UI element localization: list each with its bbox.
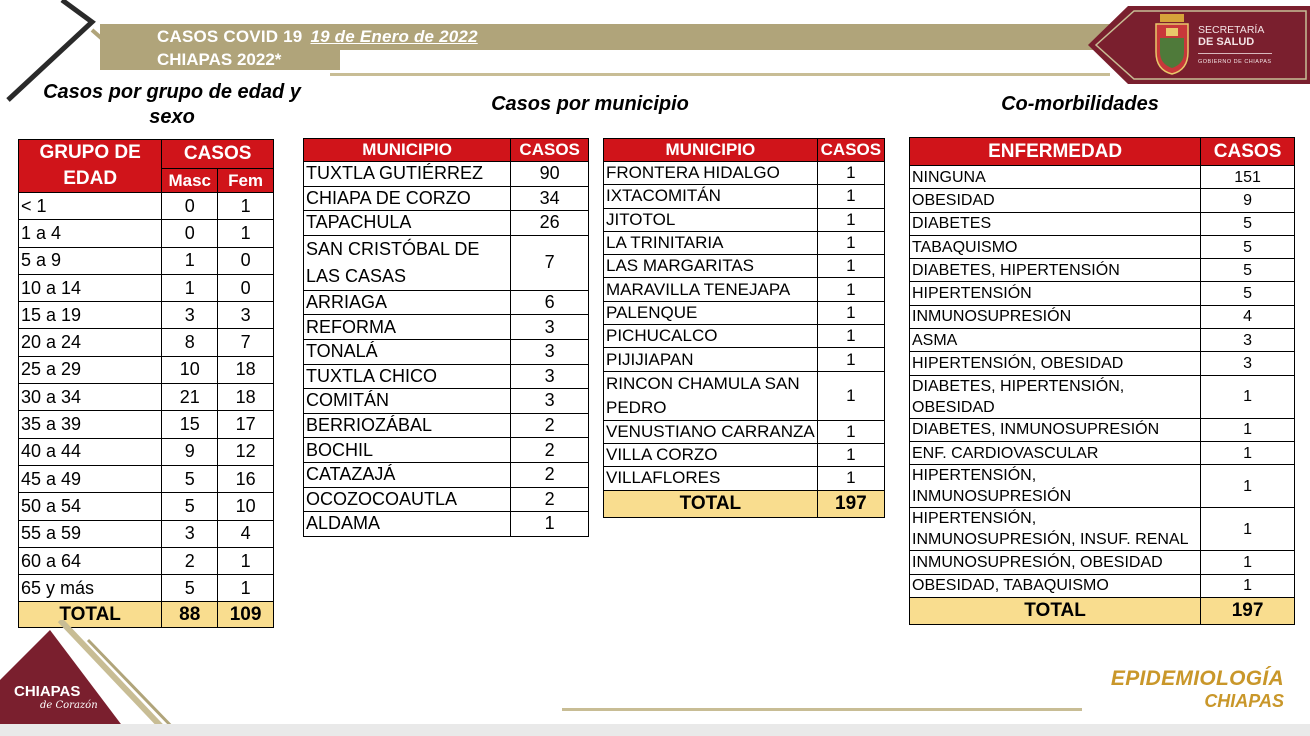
total-row [910,597,1295,624]
age-group-cell: 15 a 19 [19,302,162,329]
table-row [19,356,274,383]
col-header-municipio: MUNICIPIO [604,139,818,162]
cases-cell: 9 [1201,189,1295,212]
table-row [304,512,589,537]
masc-cell: 9 [162,438,218,465]
table-row [19,274,274,301]
cases-cell: 1 [1201,418,1295,441]
cases-cell: 4 [1201,305,1295,328]
section-title-age: Casos por grupo de edad y sexo [43,81,301,128]
table-row [304,413,589,438]
badge-line-1: SECRETARÍA [1198,24,1265,36]
cases-cell: 5 [1201,282,1295,305]
col-header-cases: CASOS [511,139,589,162]
table-row [19,493,274,520]
col-header-cases: CASOS [817,139,884,162]
table-row [910,418,1295,441]
table-row [910,235,1295,258]
col-header-fem: Fem [218,168,274,192]
name-cell: ENF. CARDIOVASCULAR [910,441,1201,464]
table-row [304,162,589,187]
masc-cell: 8 [162,329,218,356]
table-row [304,462,589,487]
masc-cell: 5 [162,493,218,520]
masc-cell: 5 [162,575,218,602]
table-row [19,438,274,465]
cases-cell: 1 [511,512,589,537]
cases-cell: 1 [817,162,884,185]
table-row [910,282,1295,305]
age-group-cell: 10 a 14 [19,274,162,301]
table-row [604,255,885,278]
name-cell: OBESIDAD [910,189,1201,212]
fem-cell: 1 [218,220,274,247]
cases-cell: 3 [511,339,589,364]
table-row [910,352,1295,375]
header-rule [330,73,1110,76]
cases-cell: 1 [817,231,884,254]
cases-cell: 1 [817,208,884,231]
name-cell: BOCHIL [304,438,511,463]
fem-cell: 18 [218,356,274,383]
epi-line-2: CHIAPAS [1204,691,1284,711]
table-row [604,325,885,348]
fem-cell: 1 [218,575,274,602]
name-cell: TAPACHULA [304,211,511,236]
cases-cell: 2 [511,462,589,487]
name-cell: TUXTLA CHICO [304,364,511,389]
table-row [19,302,274,329]
col-header-masc: Masc [162,168,218,192]
cases-cell: 3 [511,315,589,340]
fem-cell: 3 [218,302,274,329]
table-row [910,441,1295,464]
epi-line-1: EPIDEMIOLOGÍA [1110,667,1284,690]
table-row [304,339,589,364]
badge-line-3: GOBIERNO DE CHIAPAS [1198,53,1272,68]
age-group-cell: 55 a 59 [19,520,162,547]
table-row [910,465,1295,508]
cases-cell: 34 [511,186,589,211]
name-cell: TABAQUISMO [910,235,1201,258]
name-cell: DIABETES [910,212,1201,235]
age-group-cell: 25 a 29 [19,356,162,383]
cases-cell: 5 [1201,212,1295,235]
total-cases: 197 [1201,597,1295,624]
masc-cell: 1 [162,247,218,274]
name-cell: ARRIAGA [304,290,511,315]
logo-chiapas: CHIAPAS [14,683,81,700]
col-header-group: GRUPO DE EDAD [19,140,162,193]
name-cell: PALENQUE [604,301,818,324]
table-row [19,329,274,356]
table-row [604,420,885,443]
name-cell: INMUNOSUPRESIÓN [910,305,1201,328]
fem-cell: 4 [218,520,274,547]
age-group-cell: 30 a 34 [19,384,162,411]
masc-cell: 0 [162,193,218,220]
name-cell: DIABETES, HIPERTENSIÓN [910,259,1201,282]
cases-cell: 1 [1201,441,1295,464]
cases-cell: 2 [511,438,589,463]
fem-cell: 1 [218,547,274,574]
name-cell: CATAZAJÁ [304,462,511,487]
cases-cell: 3 [511,389,589,414]
table-row [19,384,274,411]
cases-cell: 2 [511,487,589,512]
table-row [304,438,589,463]
table-row [19,547,274,574]
section-title-municipio: Casos por municipio [491,93,689,115]
fem-cell: 10 [218,493,274,520]
table-row [19,247,274,274]
table-row [604,185,885,208]
name-cell: BERRIOZÁBAL [304,413,511,438]
table-row [304,389,589,414]
col-header-cases: CASOS [162,140,274,169]
total-label: TOTAL [604,490,818,517]
masc-cell: 1 [162,274,218,301]
cases-cell: 90 [511,162,589,187]
table-row [910,375,1295,418]
cases-cell: 3 [1201,352,1295,375]
comorbidities-table [909,137,1295,625]
name-cell: JITOTOL [604,208,818,231]
name-cell: TUXTLA GUTIÉRREZ [304,162,511,187]
badge-line-2: DE SALUD [1198,36,1255,48]
table-row [910,329,1295,352]
table-row [910,508,1295,551]
cases-cell: 5 [1201,235,1295,258]
name-cell: SAN CRISTÓBAL DE LAS CASAS [304,235,511,290]
table-row [604,231,885,254]
total-masc: 88 [162,602,218,628]
fem-cell: 7 [218,329,274,356]
name-cell: OCOZOCOAUTLA [304,487,511,512]
cases-cell: 1 [817,301,884,324]
table-row [604,208,885,231]
table-row [604,301,885,324]
cases-cell: 1 [1201,465,1295,508]
col-header-disease: ENFERMEDAD [910,138,1201,166]
table-row [604,371,885,420]
table-row [19,220,274,247]
age-group-cell: < 1 [19,193,162,220]
name-cell: OBESIDAD, TABAQUISMO [910,574,1201,597]
name-cell: FRONTERA HIDALGO [604,162,818,185]
footer-rule [562,708,1082,711]
name-cell: REFORMA [304,315,511,340]
table-row [19,520,274,547]
masc-cell: 3 [162,302,218,329]
name-cell: HIPERTENSIÓN, INMUNOSUPRESIÓN, INSUF. RENAL [910,508,1201,551]
name-cell: VILLA CORZO [604,443,818,466]
report-date: 19 de Enero de 2022 [310,27,478,46]
cases-cell: 1 [817,278,884,301]
section-title-comorbidities: Co-morbilidades [1001,93,1159,115]
cases-cell: 2 [511,413,589,438]
masc-cell: 2 [162,547,218,574]
name-cell: HIPERTENSIÓN, INMUNOSUPRESIÓN [910,465,1201,508]
masc-cell: 10 [162,356,218,383]
age-group-cell: 50 a 54 [19,493,162,520]
total-cases: 197 [817,490,884,517]
name-cell: PICHUCALCO [604,325,818,348]
table-row [910,574,1295,597]
footer-decoration [0,620,175,736]
cases-cell: 1 [817,325,884,348]
age-group-cell: 40 a 44 [19,438,162,465]
epidemiologia-logo [1084,668,1284,712]
masc-cell: 15 [162,411,218,438]
name-cell: HIPERTENSIÓN, OBESIDAD [910,352,1201,375]
masc-cell: 5 [162,465,218,492]
col-header-cases: CASOS [1201,138,1295,166]
cases-cell: 3 [1201,329,1295,352]
name-cell: MARAVILLA TENEJAPA [604,278,818,301]
cases-cell: 1 [817,371,884,420]
masc-cell: 21 [162,384,218,411]
table-row [910,166,1295,189]
total-fem: 109 [218,602,274,628]
name-cell: LA TRINITARIA [604,231,818,254]
age-sex-table [18,139,274,628]
municipio-table-1 [303,138,589,537]
cases-cell: 26 [511,211,589,236]
fem-cell: 16 [218,465,274,492]
table-row [304,315,589,340]
cases-cell: 1 [817,443,884,466]
cases-cell: 1 [817,185,884,208]
name-cell: COMITÁN [304,389,511,414]
cases-cell: 1 [817,420,884,443]
table-row [604,278,885,301]
cases-cell: 1 [1201,551,1295,574]
badge-text [1198,24,1272,68]
title-text: CASOS COVID 19 [157,27,303,46]
table-row [604,162,885,185]
name-cell: INMUNOSUPRESIÓN, OBESIDAD [910,551,1201,574]
age-group-cell: 35 a 39 [19,411,162,438]
name-cell: LAS MARGARITAS [604,255,818,278]
logo-corazon: de Corazón [40,700,98,711]
municipio-table-2 [603,138,885,518]
masc-cell: 3 [162,520,218,547]
table-row [304,487,589,512]
cases-cell: 1 [817,255,884,278]
name-cell: DIABETES, INMUNOSUPRESIÓN [910,418,1201,441]
table-row [304,211,589,236]
cases-cell: 3 [511,364,589,389]
age-group-cell: 5 a 9 [19,247,162,274]
name-cell: VENUSTIANO CARRANZA [604,420,818,443]
name-cell: VILLAFLORES [604,467,818,490]
table-row [604,443,885,466]
cases-cell: 1 [1201,574,1295,597]
name-cell: NINGUNA [910,166,1201,189]
fem-cell: 18 [218,384,274,411]
age-group-cell: 20 a 24 [19,329,162,356]
table-row [304,290,589,315]
age-group-cell: 60 a 64 [19,547,162,574]
table-row [910,305,1295,328]
coat-of-arms-icon [1152,12,1192,76]
table-row [19,193,274,220]
age-group-cell: 65 y más [19,575,162,602]
table-row [304,186,589,211]
table-row [910,212,1295,235]
cases-cell: 6 [511,290,589,315]
cases-cell: 151 [1201,166,1295,189]
cases-cell: 7 [511,235,589,290]
name-cell: ALDAMA [304,512,511,537]
cases-cell: 5 [1201,259,1295,282]
age-group-cell: 1 a 4 [19,220,162,247]
cases-cell: 1 [1201,508,1295,551]
table-row [910,189,1295,212]
table-row [19,575,274,602]
page-title [157,27,478,47]
name-cell: CHIAPA DE CORZO [304,186,511,211]
cases-cell: 1 [1201,375,1295,418]
total-row [604,490,885,517]
fem-cell: 1 [218,193,274,220]
fem-cell: 0 [218,274,274,301]
table-row [304,235,589,290]
name-cell: ASMA [910,329,1201,352]
fem-cell: 12 [218,438,274,465]
table-row [604,467,885,490]
name-cell: TONALÁ [304,339,511,364]
cases-cell: 1 [817,467,884,490]
table-row [304,364,589,389]
table-row [910,259,1295,282]
masc-cell: 0 [162,220,218,247]
cases-cell: 1 [817,348,884,371]
name-cell: IXTACOMITÁN [604,185,818,208]
table-row [19,465,274,492]
name-cell: RINCON CHAMULA SAN PEDRO [604,371,818,420]
total-label: TOTAL [19,602,162,628]
chiapas-de-corazon-logo [14,684,98,714]
table-row [910,551,1295,574]
name-cell: PIJIJIAPAN [604,348,818,371]
page-subtitle: CHIAPAS 2022* [157,50,282,69]
name-cell: HIPERTENSIÓN [910,282,1201,305]
col-header-municipio: MUNICIPIO [304,139,511,162]
age-group-cell: 45 a 49 [19,465,162,492]
fem-cell: 17 [218,411,274,438]
table-row [19,411,274,438]
fem-cell: 0 [218,247,274,274]
table-row [604,348,885,371]
total-label: TOTAL [910,597,1201,624]
name-cell: DIABETES, HIPERTENSIÓN, OBESIDAD [910,375,1201,418]
bottom-strip [0,724,1310,736]
